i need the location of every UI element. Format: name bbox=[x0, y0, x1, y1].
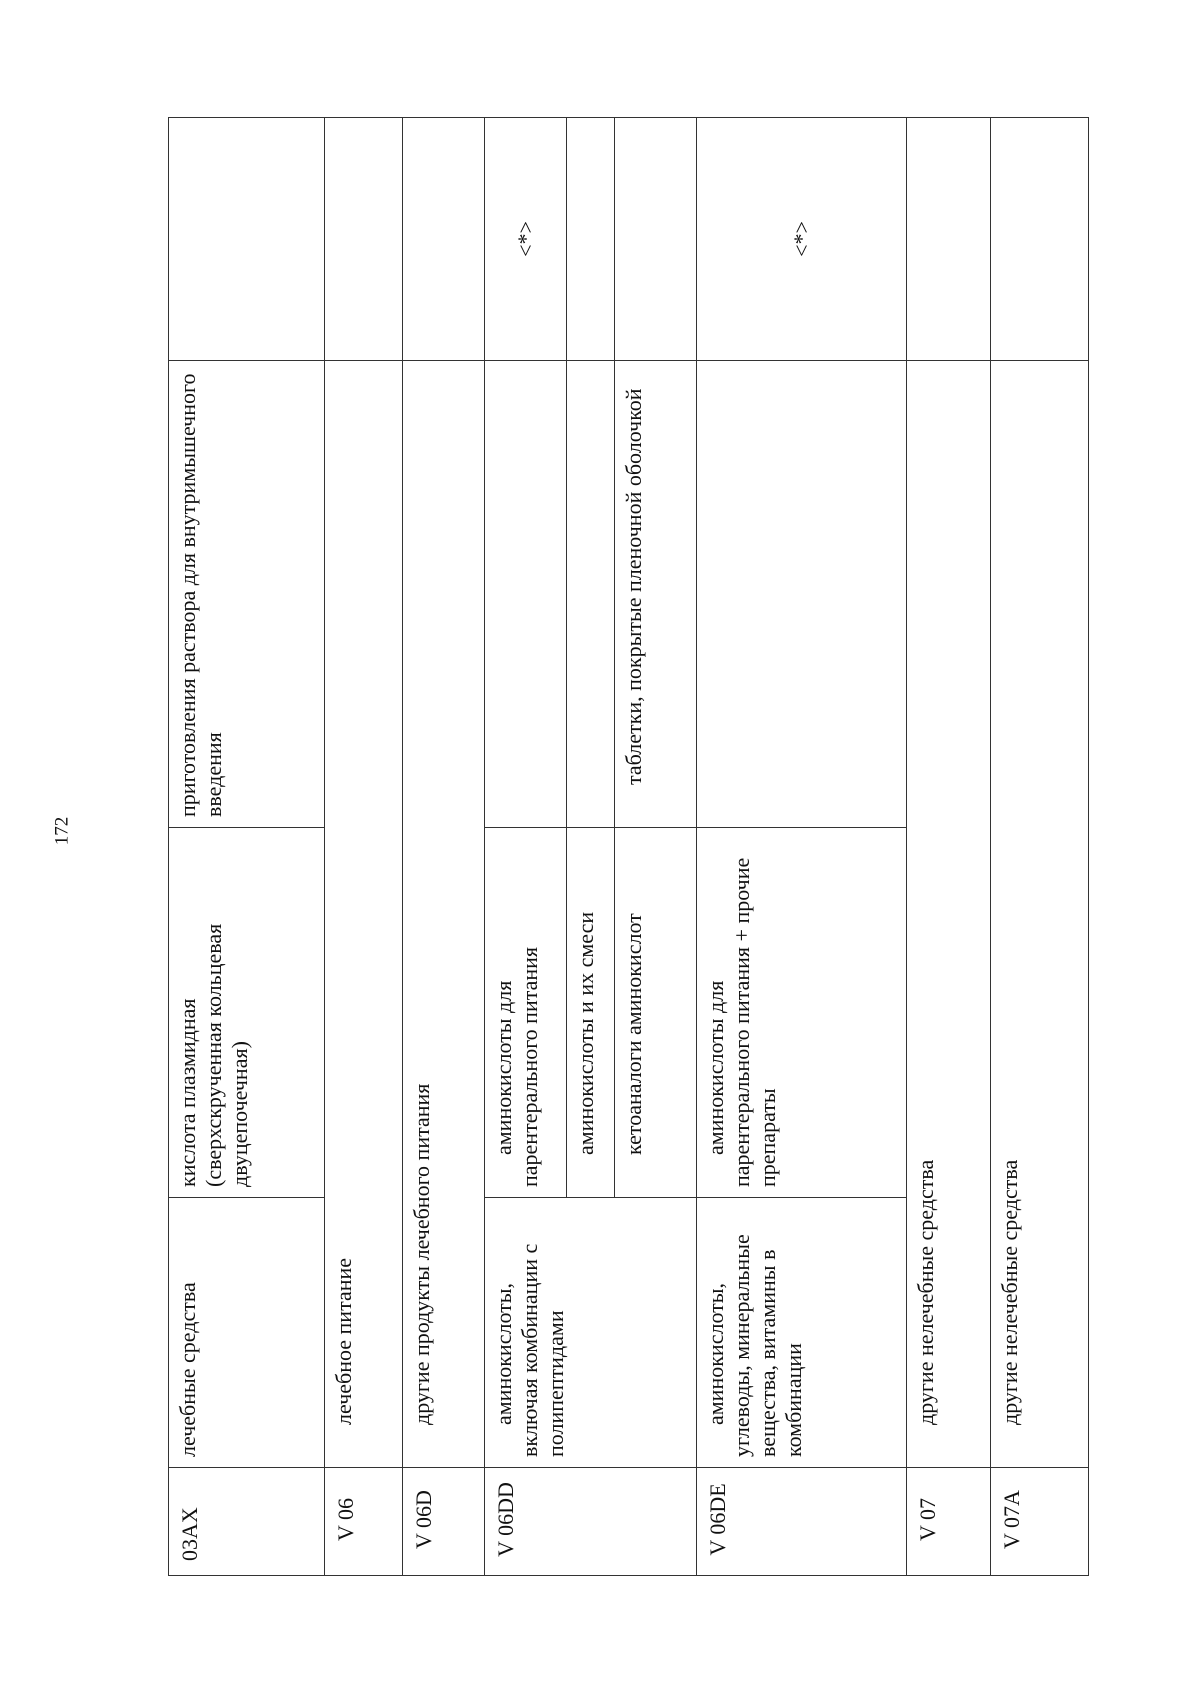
drug-name-cell: аминокислоты и их смеси bbox=[567, 828, 615, 1198]
atc-code-cell: V 06DD bbox=[485, 1468, 697, 1576]
atc-code-cell: 03AX bbox=[169, 1468, 325, 1576]
dosage-form-cell: таблетки, покрытые пленочной оболочкой bbox=[615, 361, 697, 828]
dosage-form-cell bbox=[485, 361, 567, 828]
drug-name-cell: кетоаналоги аминокислот bbox=[615, 828, 697, 1198]
group-cell: другие продукты лечебного питания bbox=[403, 361, 485, 1468]
note-cell bbox=[907, 118, 991, 361]
group-cell: лечебное питание bbox=[325, 361, 403, 1468]
atc-code-cell: V 06D bbox=[403, 1468, 485, 1576]
table-row bbox=[325, 118, 403, 1576]
drug-classification-table bbox=[168, 117, 1089, 1576]
dosage-form-cell bbox=[697, 361, 907, 828]
note-cell bbox=[991, 118, 1089, 361]
group-cell: аминокислоты, углеводы, минеральные вещества, витамины в комбинации bbox=[697, 1198, 907, 1468]
note-cell: <*> bbox=[697, 118, 907, 361]
drug-name-cell: аминокислоты для парентерального питания + прочие препараты bbox=[697, 828, 907, 1198]
page-number: 172 bbox=[51, 816, 73, 846]
atc-code-cell: V 06DE bbox=[697, 1468, 907, 1576]
group-cell: другие нелечебные средства bbox=[991, 361, 1089, 1468]
group-cell: другие нелечебные средства bbox=[907, 361, 991, 1468]
note-cell bbox=[325, 118, 403, 361]
dosage-form-cell bbox=[567, 361, 615, 828]
drug-name-cell: аминокислоты для парентерального питания bbox=[485, 828, 567, 1198]
note-cell bbox=[403, 118, 485, 361]
group-cell: лечебные средства bbox=[169, 1198, 325, 1468]
table-row bbox=[907, 118, 991, 1576]
atc-code-cell: V 07A bbox=[991, 1468, 1089, 1576]
document-sheet bbox=[168, 118, 1088, 1576]
rotated-table-container bbox=[168, 118, 1088, 1576]
atc-code-cell: V 07 bbox=[907, 1468, 991, 1576]
note-cell bbox=[169, 118, 325, 361]
note-cell bbox=[615, 118, 697, 361]
table-row bbox=[485, 118, 567, 1576]
note-cell: <*> bbox=[485, 118, 567, 361]
table-row bbox=[169, 118, 325, 1576]
atc-code-cell: V 06 bbox=[325, 1468, 403, 1576]
table-row bbox=[403, 118, 485, 1576]
drug-name-cell: кислота плазмидная (сверхскрученная кольцевая двуцепочечная) bbox=[169, 828, 325, 1198]
dosage-form-cell: приготовления раствора для внутримышечного введения bbox=[169, 361, 325, 828]
group-cell: аминокислоты, включая комбинации с полипептидами bbox=[485, 1198, 697, 1468]
table-row bbox=[697, 118, 907, 1576]
table-row bbox=[991, 118, 1089, 1576]
note-cell bbox=[567, 118, 615, 361]
